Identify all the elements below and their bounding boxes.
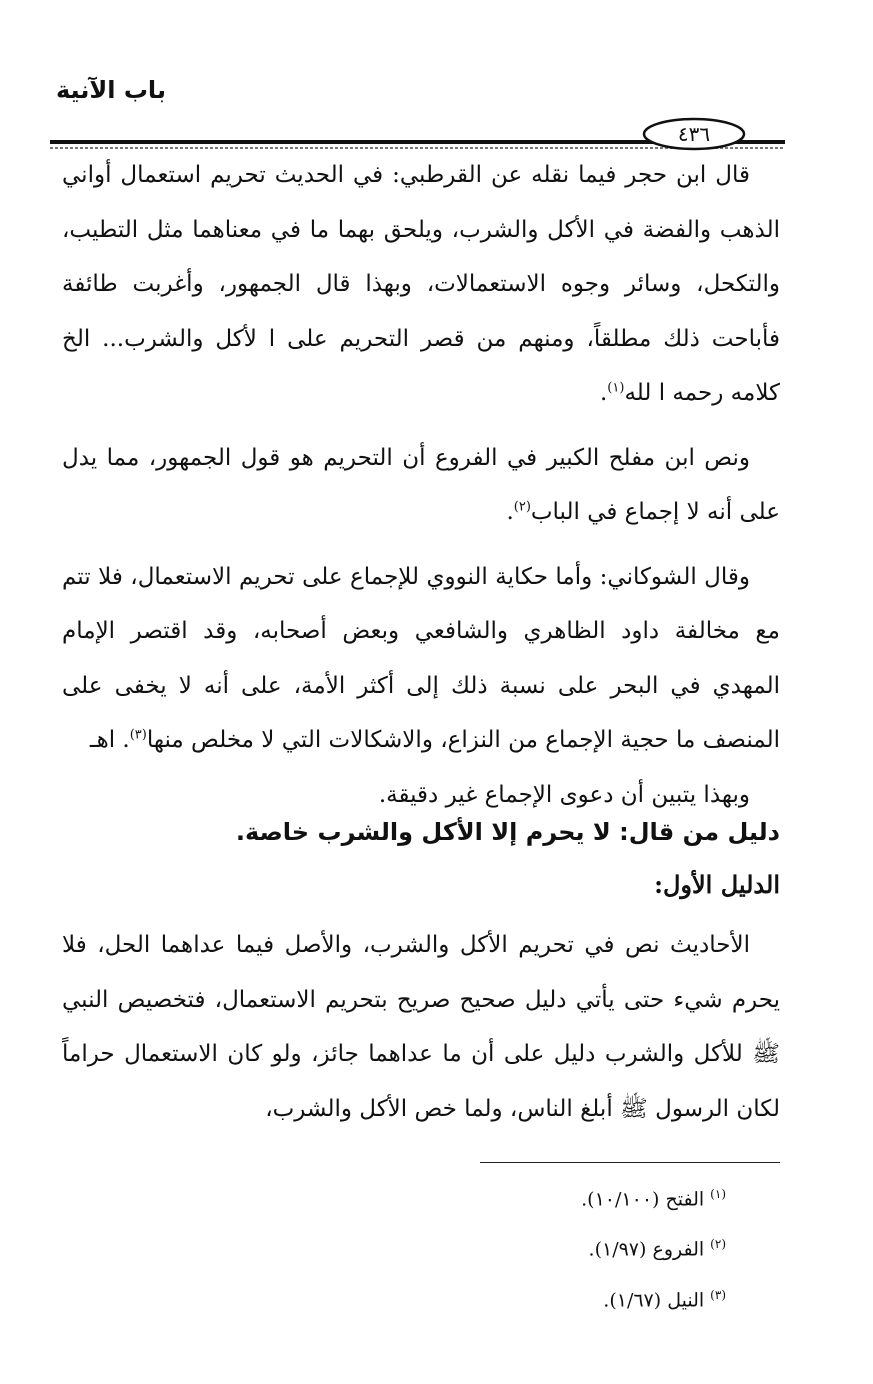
paragraph: الأحاديث نص في تحريم الأكل والشرب، والأصل فيما عداهما الحل، فلا يحرم شيء حتى يأتي دليل صحيح صريح بتحريم الاستعمال، فتخصيص النبي ﷺ للأكل والشرب دليل على أن ما عداهما جائز، ولو كان الاستعمال حراماً لكان الرسول ﷺ أبلغ الناس، ولما خص الأكل والشرب، bbox=[62, 932, 780, 1122]
paragraph bbox=[62, 148, 780, 421]
chapter-title: باب الآنية bbox=[56, 76, 166, 104]
page-header bbox=[50, 70, 785, 146]
footnote-text: النيل (١/٦٧). bbox=[603, 1288, 705, 1311]
footnote-mark: (٢) bbox=[710, 1237, 726, 1252]
footnote bbox=[400, 1180, 726, 1213]
footnote-text: الفروع (١/٩٧). bbox=[588, 1238, 705, 1261]
paragraph-text: وقال الشوكاني: وأما حكاية النووي للإجماع على تحريم الاستعمال، فلا تتم مع مخالفة داود الظاهري والشافعي وبعض أصحابه، وقد اقتصر الإمام المهدي في البحر على نسبة ذلك إلى أكثر الأمة، على أنه لا يخفى على المنصف ما حجية الإجماع من النزاع، والاشكالات التي لا مخلص منها bbox=[62, 563, 780, 753]
paragraph-tail: . bbox=[599, 380, 608, 406]
paragraph bbox=[62, 431, 780, 540]
paragraph-text: ونص ابن مفلح الكبير في الفروع أن التحريم هو قول الجمهور، مما يدل على أنه لا إجماع في الباب bbox=[62, 444, 780, 525]
footnote bbox=[400, 1281, 726, 1314]
footnote-mark: (٣) bbox=[710, 1287, 726, 1302]
footnote-text: الفتح (١٠/١٠٠). bbox=[581, 1188, 705, 1211]
footnote bbox=[400, 1230, 726, 1263]
footnote-reference: (٣) bbox=[129, 727, 147, 743]
page-number: ٤٣٦ bbox=[677, 122, 711, 146]
footnotes bbox=[400, 1180, 726, 1331]
paragraph-tail: . اهـ bbox=[89, 727, 130, 753]
sub-heading: الدليل الأول: bbox=[654, 870, 780, 899]
evidence-text bbox=[62, 918, 780, 1136]
footnote-divider bbox=[480, 1162, 780, 1163]
main-text bbox=[62, 148, 780, 822]
section-heading: دليل من قال: لا يحرم إلا الأكل والشرب خاصة. bbox=[235, 818, 780, 846]
footnote-reference: (١) bbox=[607, 380, 625, 396]
paragraph bbox=[62, 550, 780, 768]
footnote-reference: (٢) bbox=[513, 499, 531, 515]
footnote-mark: (١) bbox=[710, 1187, 726, 1201]
conclusion-line: وبهذا يتبين أن دعوى الإجماع غير دقيقة. bbox=[378, 781, 750, 808]
paragraph-tail: . bbox=[506, 499, 514, 525]
paragraph-text: قال ابن حجر فيما نقله عن القرطبي: في الحديث تحريم استعمال أواني الذهب والفضة في الأكل والشرب، ويلحق بهما ما في معناهما مثل التطيب، والتكحل، وسائر وجوه الاستعمالات، وبهذا قال الجمهور، وأغربت طائفة فأباحت ذلك مطلقاً، ومنهم من قصر التحريم على ا لأكل والشرب... الخ كلامه رحمه ا لله bbox=[62, 162, 780, 406]
